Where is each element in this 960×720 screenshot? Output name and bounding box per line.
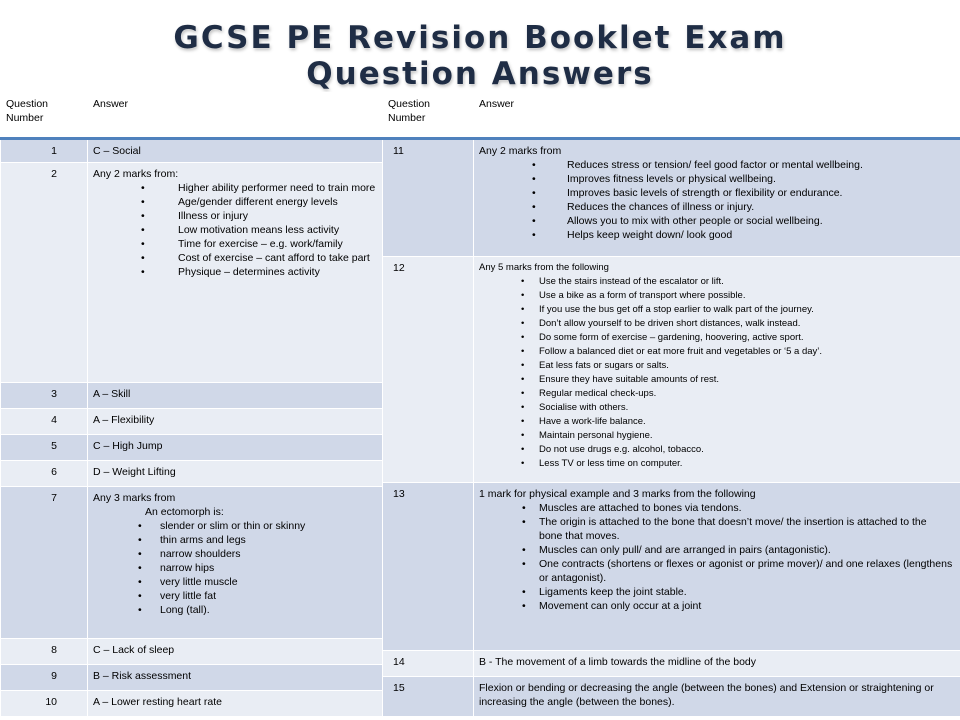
question-number: 7 [1,487,88,639]
header-answer: Answer [88,93,383,139]
list-item: • Age/gender different energy levels [93,195,377,209]
list-item: • Improves basic levels of strength or flexibility or endurance. [479,186,955,200]
list-item: • thin arms and legs [93,533,377,547]
question-number: 14 [383,651,474,677]
question-number: 13 [383,483,474,651]
answer-cell: C – Lack of sleep [88,639,383,665]
list-item: • slender or slim or thin or skinny [93,519,377,533]
list-item: • Allows you to mix with other people or social wellbeing. [479,214,955,228]
list-item: • Muscles are attached to bones via tendons. [479,501,955,515]
page-title [0,20,960,92]
answer-cell: Flexion or bending or decreasing the angle (between the bones) and Extension or straightening or increasing the angle (between the bones). [474,677,960,717]
list-item: • One contracts (shortens or flexes or agonist or prime mover)/ and one relaxes (lengthens or antagonist). [479,557,955,585]
list-item: • The origin is attached to the bone that doesn’t move/ the insertion is attached to the [479,515,955,529]
list-item: • Long (tall). [93,603,377,617]
list-item: • Muscles can only pull/ and are arranged in pairs (antagonistic). [479,543,955,557]
answer-cell [88,487,383,639]
answer-cell: D – Weight Lifting [88,461,383,487]
table-row [1,691,383,717]
answer-cell: A – Skill [88,383,383,409]
list-item: • very little fat [93,589,377,603]
list-item: • Do some form of exercise – gardening, hoovering, active sport. [479,331,955,345]
table-row [1,409,383,435]
answer-cell: B - The movement of a limb towards the midline of the body [474,651,960,677]
list-item: • Use a bike as a form of transport where possible. [479,289,955,303]
list-item: • Ensure they have suitable amounts of rest. [479,373,955,387]
table-row [383,677,960,717]
list-item: • Maintain personal hygiene. [479,429,955,443]
question-number: 5 [1,435,88,461]
list-item: • Reduces the chances of illness or injury. [479,200,955,214]
question-number: 2 [1,163,88,383]
answer-intro: Any 5 marks from the following [479,262,609,273]
answers-table-left [0,92,383,717]
table-row [383,139,960,257]
answer-intro: Any 3 marks from [93,492,176,504]
title-line-2: Question Answers [306,56,654,92]
question-number: 12 [383,257,474,483]
list-item: • Movement can only occur at a joint [479,599,955,613]
table-row [1,639,383,665]
list-item: • Low motivation means less activity [93,223,377,237]
table-row [1,435,383,461]
list-item: • Do not use drugs e.g. alcohol, tobacco. [479,443,955,457]
question-number: 11 [383,139,474,257]
table-row [1,139,383,163]
table-row [383,257,960,483]
answer-cell [474,483,960,651]
list-item: • narrow hips [93,561,377,575]
list-item-continuation: bone that moves. [539,530,620,542]
answers-table-right [382,92,960,717]
list-item: • Socialise with others. [479,401,955,415]
list-item: • Eat less fats or sugars or salts. [479,359,955,373]
answer-cell [88,163,383,383]
table-row [383,651,960,677]
answer-list [479,501,955,613]
list-item: • Regular medical check-ups. [479,387,955,401]
question-number: 3 [1,383,88,409]
list-item: • Time for exercise – e.g. work/family [93,237,377,251]
question-number: 6 [1,461,88,487]
answer-list [93,181,377,279]
list-item: • Ligaments keep the joint stable. [479,585,955,599]
answer-intro: Any 2 marks from [479,145,562,157]
table-row [1,383,383,409]
list-item: • Use the stairs instead of the escalator or lift. [479,275,955,289]
list-item: • Illness or injury [93,209,377,223]
question-number: 8 [1,639,88,665]
table-row [1,461,383,487]
table-row [1,487,383,639]
list-item: • Have a work-life balance. [479,415,955,429]
list-item: • Cost of exercise – cant afford to take part [93,251,377,265]
answer-cell: A – Lower resting heart rate [88,691,383,717]
answer-list [93,519,377,617]
list-item: • Less TV or less time on computer. [479,457,955,471]
list-item: • Higher ability performer need to train more [93,181,377,195]
question-number: 1 [1,139,88,163]
answer-cell [474,257,960,483]
list-item: • narrow shoulders [93,547,377,561]
question-number: 9 [1,665,88,691]
answer-cell [474,139,960,257]
answer-subheading: An ectomorph is: [145,506,224,518]
table-row [383,483,960,651]
list-item: • Follow a balanced diet or eat more fruit and vegetables or ‘5 a day’. [479,345,955,359]
answer-intro: 1 mark for physical example and 3 marks from the following [479,488,756,500]
answer-list [479,158,955,242]
question-number: 15 [383,677,474,717]
answer-cell: B – Risk assessment [88,665,383,691]
list-item: • Reduces stress or tension/ feel good factor or mental wellbeing. [479,158,955,172]
header-answer: Answer [474,93,960,139]
list-item: • Helps keep weight down/ look good [479,228,955,242]
answer-cell: C – Social [88,139,383,163]
list-item: • Improves fitness levels or physical wellbeing. [479,172,955,186]
list-item: • If you use the bus get off a stop earlier to walk part of the journey. [479,303,955,317]
table-row [1,665,383,691]
table-row [1,163,383,383]
answer-cell: A – Flexibility [88,409,383,435]
question-number: 4 [1,409,88,435]
answer-cell: C – High Jump [88,435,383,461]
title-line-1: GCSE PE Revision Booklet Exam [173,20,787,56]
list-item: • Physique – determines activity [93,265,377,279]
list-item: • very little muscle [93,575,377,589]
answer-intro: Any 2 marks from: [93,168,179,180]
list-item: • Don’t allow yourself to be driven short distances, walk instead. [479,317,955,331]
header-question-number: Question Number [1,93,88,139]
question-number: 10 [1,691,88,717]
answer-list [479,275,955,471]
header-question-number: Question Number [383,93,474,139]
